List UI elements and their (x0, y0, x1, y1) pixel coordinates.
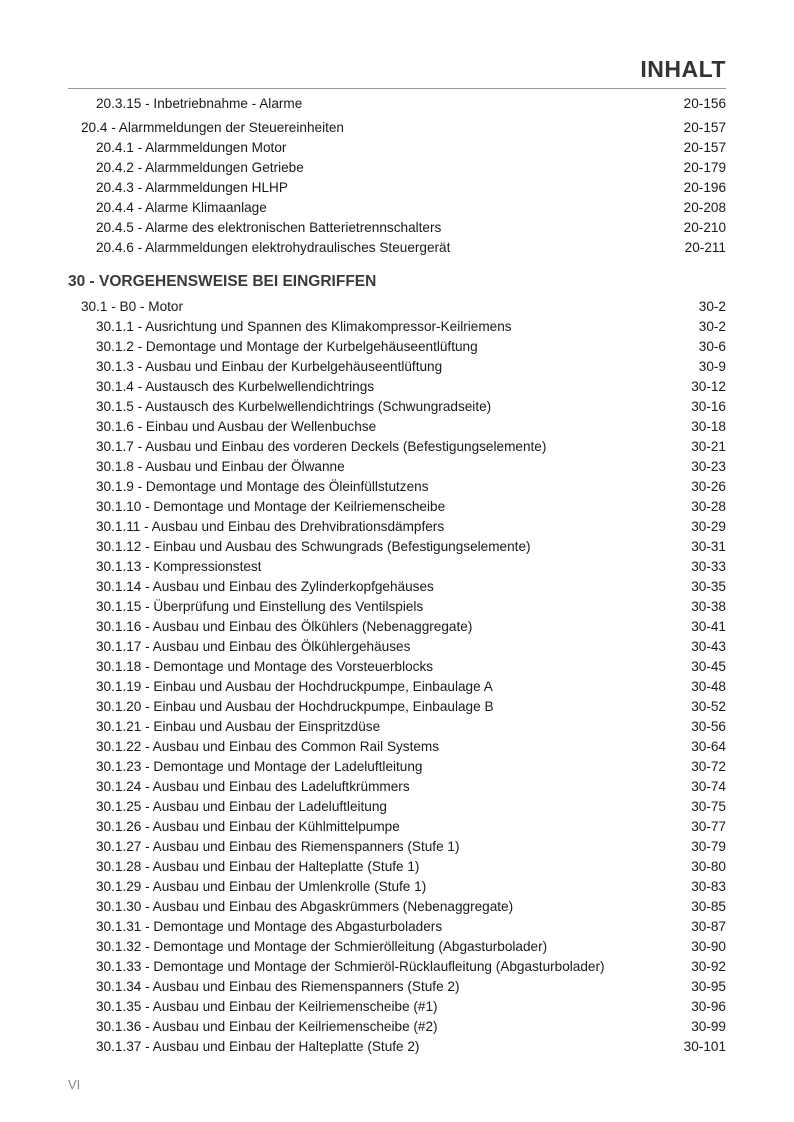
toc-entry-title: 20.4.3 - Alarmmeldungen HLHP (96, 180, 288, 195)
toc-entry-page: 30-79 (691, 839, 726, 854)
toc-entry[interactable] (68, 597, 726, 617)
toc-entry-title: 20.4 - Alarmmeldungen der Steuereinheiten (81, 120, 344, 135)
toc-entry-title: 20.4.2 - Alarmmeldungen Getriebe (96, 160, 304, 175)
toc-entry-page: 30-18 (691, 419, 726, 434)
page-number: VI (68, 1077, 81, 1092)
toc-entry-page: 30-2 (698, 319, 726, 334)
toc-entry[interactable] (68, 437, 726, 457)
toc-entry[interactable] (68, 94, 726, 114)
chapter-heading[interactable]: 30 - VORGEHENSWEISE BEI EINGRIFFEN (68, 273, 377, 290)
toc-entry-title: 30.1.26 - Ausbau und Einbau der Kühlmittelpumpe (96, 819, 400, 834)
toc-entry[interactable] (68, 797, 726, 817)
toc-entry-page: 30-48 (691, 679, 726, 694)
toc-entry-page: 30-33 (691, 559, 726, 574)
toc-entry-title: 30.1.24 - Ausbau und Einbau des Ladeluftkrümmers (96, 779, 410, 794)
header-divider (68, 88, 726, 89)
toc-entry-page: 30-2 (698, 299, 726, 314)
toc-entry-title: 30.1.18 - Demontage und Montage des Vorsteuerblocks (96, 659, 434, 674)
toc-entry[interactable] (68, 497, 726, 517)
toc-list-section-30-1 (68, 317, 726, 1057)
toc-entry-page: 30-38 (691, 599, 726, 614)
toc-entry-title: 30.1.6 - Einbau und Ausbau der Wellenbuchse (96, 419, 377, 434)
toc-entry[interactable] (68, 557, 726, 577)
toc-entry[interactable] (68, 158, 726, 178)
toc-entry[interactable] (68, 677, 726, 697)
toc-entry-title: 30.1.19 - Einbau und Ausbau der Hochdruckpumpe, Einbaulage A (96, 679, 493, 694)
toc-entry-page: 20-157 (683, 120, 726, 135)
toc-entry-page: 30-101 (683, 1039, 726, 1054)
toc-entry[interactable] (68, 737, 726, 757)
toc-section-entry[interactable] (68, 297, 726, 317)
toc-entry-title: 30.1.27 - Ausbau und Einbau des Riemenspanners (Stufe 1) (96, 839, 460, 854)
toc-entry-title: 30.1.31 - Demontage und Montage des Abgasturboladers (96, 919, 443, 934)
toc-entry[interactable] (68, 1037, 726, 1057)
toc-entry-title: 30.1.30 - Ausbau und Einbau des Abgaskrümmers (Nebenaggregate) (96, 899, 514, 914)
toc-entry-page: 30-35 (691, 579, 726, 594)
toc-entry-title: 30.1.1 - Ausrichtung und Spannen des Klimakompressor-Keilriemens (96, 319, 512, 334)
toc-entry-page: 30-43 (691, 639, 726, 654)
toc-entry-page: 30-21 (691, 439, 726, 454)
toc-entry-title: 30.1.21 - Einbau und Ausbau der Einspritzdüse (96, 719, 381, 734)
toc-entry-title: 30.1.8 - Ausbau und Einbau der Ölwanne (96, 459, 345, 474)
toc-entry-title: 20.4.4 - Alarme Klimaanlage (96, 200, 267, 215)
toc-entry[interactable] (68, 877, 726, 897)
toc-entry-title: 30.1.20 - Einbau und Ausbau der Hochdruckpumpe, Einbaulage B (96, 699, 494, 714)
toc-entry-page: 30-80 (691, 859, 726, 874)
toc-entry-page: 20-208 (683, 200, 726, 215)
toc-entry-page: 20-196 (683, 180, 726, 195)
toc-entry-title: 30.1.12 - Einbau und Ausbau des Schwungrads (Befestigungselemente) (96, 539, 531, 554)
toc-entry[interactable] (68, 198, 726, 218)
toc-entry[interactable] (68, 377, 726, 397)
toc-entry-page: 30-99 (691, 1019, 726, 1034)
toc-entry-title: 30.1.35 - Ausbau und Einbau der Keilriemenscheibe (#1) (96, 999, 438, 1014)
toc-entry[interactable] (68, 857, 726, 877)
toc-entry-page: 20-179 (683, 160, 726, 175)
toc-entry[interactable] (68, 937, 726, 957)
toc-entry-page: 20-156 (683, 96, 726, 111)
toc-entry-title: 30.1.14 - Ausbau und Einbau des Zylinderkopfgehäuses (96, 579, 434, 594)
toc-entry-title: 30.1.16 - Ausbau und Einbau des Ölkühlers (Nebenaggregate) (96, 619, 473, 634)
toc-entry-title: 30.1.11 - Ausbau und Einbau des Drehvibrationsdämpfers (96, 519, 445, 534)
toc-entry-page: 30-9 (698, 359, 726, 374)
toc-entry-title: 30.1.36 - Ausbau und Einbau der Keilriemenscheibe (#2) (96, 1019, 438, 1034)
toc-entry[interactable] (68, 517, 726, 537)
toc-entry[interactable] (68, 477, 726, 497)
toc-entry[interactable] (68, 837, 726, 857)
toc-entry-page: 30-75 (691, 799, 726, 814)
toc-entry-title: 20.3.15 - Inbetriebnahme - Alarme (96, 96, 303, 111)
toc-entry[interactable] (68, 317, 726, 337)
toc-entry-page: 30-41 (691, 619, 726, 634)
toc-entry-title: 30.1.5 - Austausch des Kurbelwellendichtrings (Schwungradseite) (96, 399, 492, 414)
toc-entry-title: 30.1.22 - Ausbau und Einbau des Common Rail Systems (96, 739, 440, 754)
toc-entry[interactable] (68, 997, 726, 1017)
toc-entry-title: 30.1.7 - Ausbau und Einbau des vorderen Deckels (Befestigungselemente) (96, 439, 547, 454)
toc-entry[interactable] (68, 897, 726, 917)
toc-entry-page: 30-77 (691, 819, 726, 834)
toc-entry-page: 30-74 (691, 779, 726, 794)
toc-entry[interactable] (68, 617, 726, 637)
toc-entry-page: 20-211 (684, 240, 726, 255)
toc-entry[interactable] (68, 917, 726, 937)
toc-entry-page: 20-210 (683, 220, 726, 235)
toc-entry-page: 30-52 (691, 699, 726, 714)
toc-entry-title: 30.1.4 - Austausch des Kurbelwellendichtrings (96, 379, 375, 394)
toc-entry[interactable] (68, 417, 726, 437)
table-of-contents (68, 94, 726, 1057)
toc-entry-title: 20.4.6 - Alarmmeldungen elektrohydraulisches Steuergerät (96, 240, 451, 255)
toc-entry[interactable] (68, 1017, 726, 1037)
toc-entry-page: 30-83 (691, 879, 726, 894)
toc-entry[interactable] (68, 218, 726, 238)
toc-entry[interactable] (68, 717, 726, 737)
toc-entry-page: 30-26 (691, 479, 726, 494)
toc-entry[interactable] (68, 457, 726, 477)
toc-entry-page: 30-6 (698, 339, 726, 354)
toc-entry-title: 30.1.29 - Ausbau und Einbau der Umlenkrolle (Stufe 1) (96, 879, 427, 894)
toc-entry-page: 30-72 (691, 759, 726, 774)
toc-section-entry[interactable] (68, 118, 726, 138)
toc-entry-page: 30-28 (691, 499, 726, 514)
toc-entry-title: 30.1.33 - Demontage und Montage der Schmieröl-Rücklaufleitung (Abgasturbolader) (96, 959, 605, 974)
toc-entry[interactable] (68, 637, 726, 657)
toc-entry-title: 20.4.5 - Alarme des elektronischen Batterietrennschalters (96, 220, 442, 235)
toc-entry-title: 30.1.23 - Demontage und Montage der Ladeluftleitung (96, 759, 423, 774)
toc-entry-page: 30-16 (691, 399, 726, 414)
toc-entry-page: 30-87 (691, 919, 726, 934)
toc-entry[interactable] (68, 977, 726, 997)
toc-entry-page: 30-29 (691, 519, 726, 534)
toc-entry[interactable] (68, 657, 726, 677)
toc-list-section-20-4 (68, 138, 726, 258)
toc-entry-page: 30-96 (691, 999, 726, 1014)
toc-entry-page: 30-12 (691, 379, 726, 394)
toc-entry-title: 30.1 - B0 - Motor (81, 299, 183, 314)
toc-entry[interactable] (68, 957, 726, 977)
toc-entry[interactable] (68, 337, 726, 357)
toc-entry-page: 30-23 (691, 459, 726, 474)
toc-entry[interactable] (68, 178, 726, 198)
toc-entry[interactable] (68, 777, 726, 797)
toc-entry-page: 30-64 (691, 739, 726, 754)
toc-entry-title: 30.1.17 - Ausbau und Einbau des Ölkühlergehäuses (96, 639, 411, 654)
toc-entry[interactable] (68, 357, 726, 377)
toc-entry[interactable] (68, 397, 726, 417)
toc-entry-title: 30.1.25 - Ausbau und Einbau der Ladeluftleitung (96, 799, 387, 814)
toc-entry-title: 30.1.28 - Ausbau und Einbau der Halteplatte (Stufe 1) (96, 859, 420, 874)
toc-entry-title: 30.1.15 - Überprüfung und Einstellung des Ventilspiels (96, 599, 424, 614)
toc-entry-title: 30.1.10 - Demontage und Montage der Keilriemenscheibe (96, 499, 446, 514)
toc-entry-page: 30-90 (691, 939, 726, 954)
toc-entry-title: 30.1.2 - Demontage und Montage der Kurbelgehäuseentlüftung (96, 339, 478, 354)
toc-entry[interactable] (68, 817, 726, 837)
toc-entry[interactable] (68, 577, 726, 597)
toc-entry-title: 30.1.37 - Ausbau und Einbau der Halteplatte (Stufe 2) (96, 1039, 420, 1054)
toc-entry[interactable] (68, 697, 726, 717)
toc-entry[interactable] (68, 138, 726, 158)
toc-entry-title: 30.1.9 - Demontage und Montage des Öleinfüllstutzens (96, 479, 429, 494)
toc-entry[interactable] (68, 238, 726, 258)
toc-entry-page: 30-85 (691, 899, 726, 914)
toc-entry-page: 30-95 (691, 979, 726, 994)
toc-entry-title: 30.1.3 - Ausbau und Einbau der Kurbelgehäuseentlüftung (96, 359, 443, 374)
toc-entry-title: 30.1.34 - Ausbau und Einbau des Riemenspanners (Stufe 2) (96, 979, 460, 994)
toc-entry[interactable] (68, 757, 726, 777)
toc-entry-page: 30-92 (691, 959, 726, 974)
toc-entry-page: 20-157 (683, 140, 726, 155)
page-title: INHALT (640, 56, 726, 82)
toc-entry-title: 30.1.32 - Demontage und Montage der Schmierölleitung (Abgasturbolader) (96, 939, 548, 954)
toc-entry[interactable] (68, 537, 726, 557)
toc-entry-title: 30.1.13 - Kompressionstest (96, 559, 262, 574)
toc-entry-page: 30-56 (691, 719, 726, 734)
toc-entry-page: 30-45 (691, 659, 726, 674)
toc-entry-title: 20.4.1 - Alarmmeldungen Motor (96, 140, 287, 155)
toc-entry-page: 30-31 (691, 539, 726, 554)
